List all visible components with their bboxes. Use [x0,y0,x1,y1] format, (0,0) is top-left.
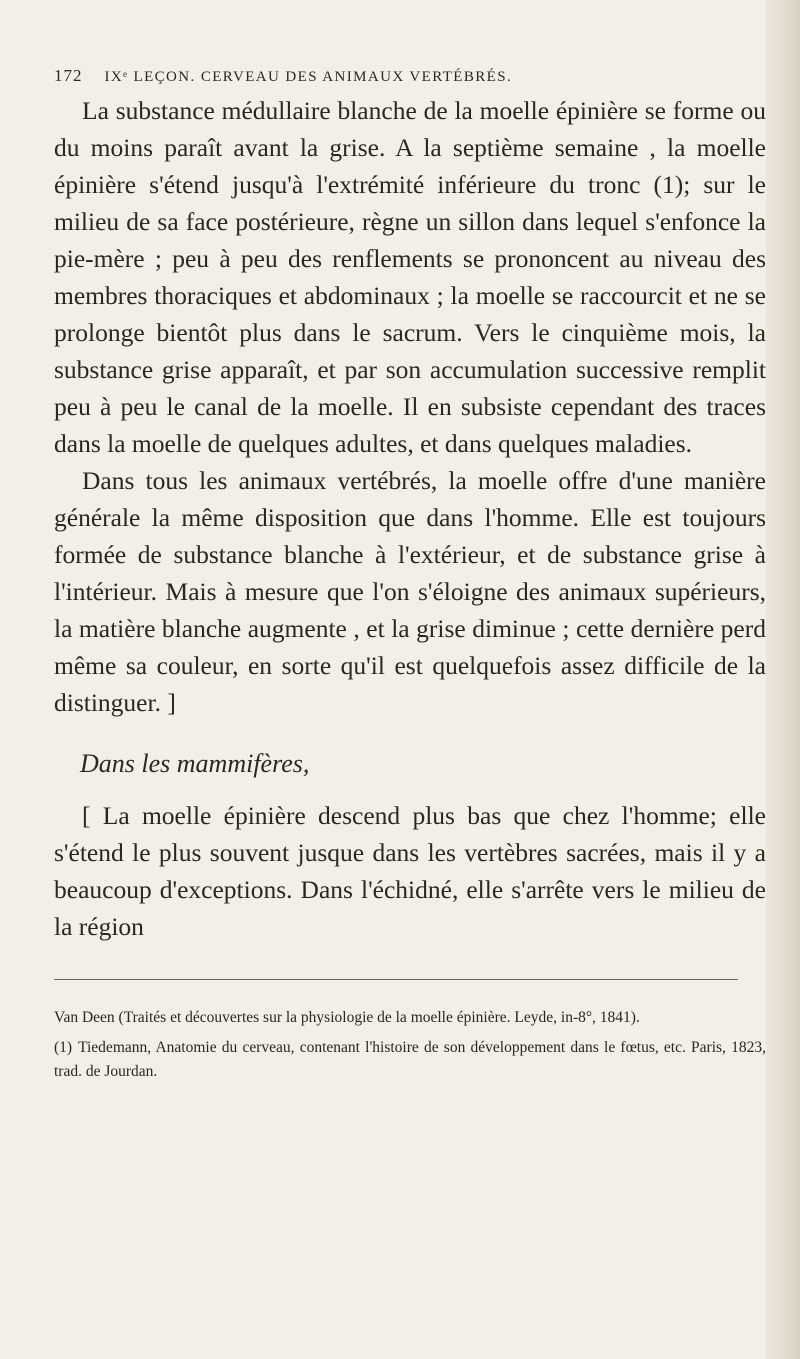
running-title: IXᵉ LEÇON. CERVEAU DES ANIMAUX VERTÉBRÉS. [104,69,513,85]
paragraph: La substance médullaire blanche de la moelle épinière se forme ou du moins paraît avant la grise. A la septième semaine , la moelle épinière s'étend jusqu'à l'extrémité inférieure du tronc (1); sur le milieu de sa face postérieure, règne un sillon dans lequel s'enfonce la pie-mère ; peu à peu des renflements se prononcent au niveau des membres thoraciques et abdominaux ; la moelle se raccourcit et ne se prolonge bientôt plus dans le sacrum. Vers le cinquième mois, la substance grise apparaît, et par son accumulation successive remplit peu à peu le canal de la moelle. Il en subsiste cependant des traces dans la moelle de quelques adultes, et dans quelques maladies. [54,96,766,458]
footnote-divider [54,979,738,980]
paragraph: Dans tous les animaux vertébrés, la moelle offre d'une manière générale la même disposition que dans l'homme. Elle est toujours formée de substance blanche à l'extérieur, et de substance grise à l'intérieur. Mais à mesure que l'on s'éloigne des animaux supérieurs, la matière blanche augmente , et la grise diminue ; cette dernière perd même sa couleur, en sorte qu'il est quelquefois assez difficile de la distinguer. ] [54,466,766,717]
footnote-marker: (1) [54,1039,73,1056]
footnote: Van Deen (Traités et découvertes sur la physiologie de la moelle épinière. Leyde, in-8°, 1841). [54,1009,640,1026]
section-subheading: Dans les mammifères, [80,749,310,778]
footnotes [54,1006,766,1084]
footnote-text: Tiedemann, Anatomie du cerveau, contenant l'histoire de son développement dans le fœtus, etc. Paris, 1823, trad. de Jourdan. [54,1039,766,1080]
paragraph: [ La moelle épinière descend plus bas que chez l'homme; elle s'étend le plus souvent jusque dans les vertèbres sacrées, mais il y a beaucoup d'exceptions. Dans l'échidné, elle s'arrête vers le milieu de la région [54,801,766,941]
page-edge [766,0,800,1359]
page-number: 172 [54,66,83,85]
book-page [54,66,766,1090]
footnote [54,1036,766,1084]
running-head [54,66,766,86]
body-text [54,92,766,945]
